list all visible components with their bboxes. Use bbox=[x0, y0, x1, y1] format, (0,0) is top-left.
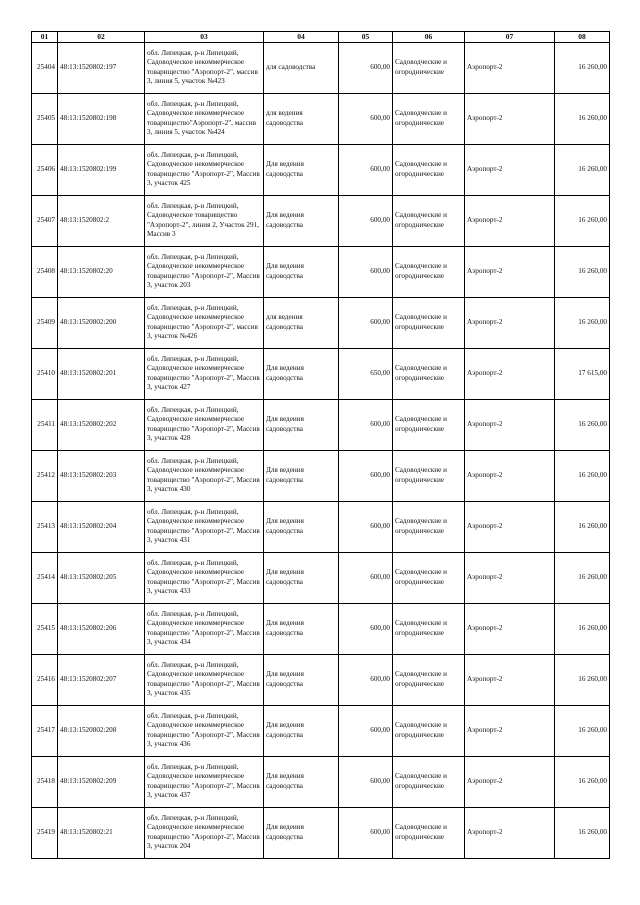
cell-address-text: обл. Липецкая, р-н Липецкий, Садоводческое некоммерческое товарищество"Аэропорт-2", массив 3, линия 5, участок №424 bbox=[147, 99, 257, 136]
cell-id-text: 25416 bbox=[37, 674, 55, 683]
cell-cadastral-number bbox=[58, 348, 145, 399]
cell-cadastral-number-text: 48:13:1520802:203 bbox=[60, 470, 117, 479]
cell-permitted-use bbox=[264, 501, 339, 552]
cell-address bbox=[145, 399, 264, 450]
cell-category-text: Садоводческие и огороднические bbox=[395, 160, 447, 178]
cell-permitted-use-text: для ведения садоводства bbox=[266, 313, 303, 331]
cell-id-text: 25413 bbox=[37, 521, 55, 530]
cell-cadastral-value bbox=[555, 348, 610, 399]
cell-category bbox=[393, 42, 465, 93]
cell-permitted-use-text: Для ведения садоводства bbox=[266, 568, 304, 586]
cell-address bbox=[145, 807, 264, 858]
cell-cadastral-number bbox=[58, 42, 145, 93]
cell-permitted-use bbox=[264, 654, 339, 705]
cell-cadastral-number-text: 48:13:1520802:2 bbox=[60, 215, 110, 224]
cell-address-text: обл. Липецкая, р-н Липецкий, Садоводческое некоммерческое товарищество "Аэропорт-2", Массив 3, участок 427 bbox=[147, 354, 260, 391]
cell-permitted-use bbox=[264, 807, 339, 858]
cell-id-text: 25417 bbox=[37, 725, 55, 734]
table-row bbox=[32, 42, 610, 93]
cell-cadastral-value-text: 16 260,00 bbox=[578, 725, 607, 734]
cell-category bbox=[393, 450, 465, 501]
cell-permitted-use-text: Для ведения садоводства bbox=[266, 721, 304, 739]
cell-id bbox=[32, 348, 58, 399]
cell-category-text: Садоводческие и огороднические bbox=[395, 466, 447, 484]
cell-area-text: 600,00 bbox=[370, 776, 390, 785]
cell-cadastral-number bbox=[58, 399, 145, 450]
table-row bbox=[32, 93, 610, 144]
cell-category-text: Садоводческие и огороднические bbox=[395, 670, 447, 688]
table-row bbox=[32, 756, 610, 807]
cell-group-name bbox=[465, 297, 555, 348]
table-row bbox=[32, 552, 610, 603]
table-row bbox=[32, 705, 610, 756]
cell-cadastral-value-text: 16 260,00 bbox=[578, 623, 607, 632]
cell-area-text: 600,00 bbox=[370, 113, 390, 122]
cell-cadastral-number bbox=[58, 552, 145, 603]
cell-permitted-use-text: Для ведения садоводства bbox=[266, 262, 304, 280]
cell-address-text: обл. Липецкая, р-н Липецкий, Садоводческое некоммерческое товарищество "Аэропорт-2", Массив 3, участок 436 bbox=[147, 711, 260, 748]
cell-id-text: 25412 bbox=[37, 470, 55, 479]
cell-group-name-text: Аэропорт-2 bbox=[467, 266, 503, 275]
cell-address-text: обл. Липецкая, р-н Липецкий, Садоводческое некоммерческое товарищество "Аэропорт-2", Массив 3, участок 434 bbox=[147, 609, 260, 646]
cell-id bbox=[32, 399, 58, 450]
cell-cadastral-number bbox=[58, 297, 145, 348]
cell-address bbox=[145, 603, 264, 654]
land-parcels-table bbox=[31, 31, 610, 859]
cell-group-name bbox=[465, 348, 555, 399]
cell-area-text: 600,00 bbox=[370, 62, 390, 71]
cell-cadastral-value-text: 16 260,00 bbox=[578, 317, 607, 326]
cell-id bbox=[32, 93, 58, 144]
cell-category-text: Садоводческие и огороднические bbox=[395, 415, 447, 433]
cell-group-name-text: Аэропорт-2 bbox=[467, 623, 503, 632]
cell-address bbox=[145, 552, 264, 603]
cell-cadastral-value bbox=[555, 552, 610, 603]
cell-cadastral-number-text: 48:13:1520802:201 bbox=[60, 368, 117, 377]
cell-area bbox=[339, 552, 393, 603]
cell-cadastral-value bbox=[555, 705, 610, 756]
cell-address-text: обл. Липецкая, р-н Липецкий, Садоводческое некоммерческое товарищество "Аэропорт-2", Массив 3, участок 204 bbox=[147, 813, 260, 850]
cell-cadastral-value-text: 16 260,00 bbox=[578, 827, 607, 836]
cell-area-text: 600,00 bbox=[370, 674, 390, 683]
cell-address bbox=[145, 705, 264, 756]
cell-permitted-use bbox=[264, 144, 339, 195]
cell-cadastral-number bbox=[58, 501, 145, 552]
cell-category-text: Садоводческие и огороднические bbox=[395, 721, 447, 739]
cell-permitted-use-text: Для ведения садоводства bbox=[266, 670, 304, 688]
cell-address-text: обл. Липецкая, р-н Липецкий, Садоводческое некоммерческое товарищество "Аэропорт-2", массив 3, линия 5, участок №423 bbox=[147, 48, 258, 85]
cell-address-text: обл. Липецкая, р-н Липецкий, Садоводческое некоммерческое товарищество "Аэропорт-2", Массив 3, участок 428 bbox=[147, 405, 260, 442]
cell-area-text: 600,00 bbox=[370, 164, 390, 173]
cell-group-name-text: Аэропорт-2 bbox=[467, 215, 503, 224]
cell-permitted-use-text: Для ведения садоводства bbox=[266, 466, 304, 484]
cell-area bbox=[339, 297, 393, 348]
table-row bbox=[32, 807, 610, 858]
cell-id bbox=[32, 807, 58, 858]
cell-category-text: Садоводческие и огороднические bbox=[395, 823, 447, 841]
cell-category bbox=[393, 654, 465, 705]
cell-category-text: Садоводческие и огороднические bbox=[395, 772, 447, 790]
table-row bbox=[32, 297, 610, 348]
cell-permitted-use bbox=[264, 93, 339, 144]
cell-id-text: 25407 bbox=[37, 215, 55, 224]
cell-address bbox=[145, 450, 264, 501]
cell-area bbox=[339, 654, 393, 705]
cell-permitted-use-text: Для ведения садоводства bbox=[266, 364, 304, 382]
cell-group-name bbox=[465, 195, 555, 246]
cell-category bbox=[393, 501, 465, 552]
cell-permitted-use-text: Для ведения садоводства bbox=[266, 619, 304, 637]
cell-id bbox=[32, 144, 58, 195]
cell-cadastral-value bbox=[555, 501, 610, 552]
cell-permitted-use bbox=[264, 195, 339, 246]
cell-group-name-text: Аэропорт-2 bbox=[467, 470, 503, 479]
table-row bbox=[32, 603, 610, 654]
cell-address-text: обл. Липецкая, р-н Липецкий, Садоводческое некоммерческое товарищество "Аэропорт-2", Массив 3, участок 425 bbox=[147, 150, 260, 187]
cell-cadastral-value bbox=[555, 603, 610, 654]
cell-category bbox=[393, 144, 465, 195]
header-cell-06: 06 bbox=[393, 32, 465, 43]
cell-id-text: 25411 bbox=[37, 419, 55, 428]
cell-cadastral-number-text: 48:13:1520802:21 bbox=[60, 827, 113, 836]
cell-address-text: обл. Липецкая, р-н Липецкий, Садоводческое некоммерческое товарищество "Аэропорт-2", Массив 3, участок 437 bbox=[147, 762, 260, 799]
cell-permitted-use bbox=[264, 399, 339, 450]
cell-permitted-use-text: Для ведения садоводства bbox=[266, 823, 304, 841]
cell-cadastral-value-text: 16 260,00 bbox=[578, 572, 607, 581]
cell-permitted-use-text: для ведения садоводства bbox=[266, 109, 303, 127]
table-row bbox=[32, 144, 610, 195]
cell-cadastral-number bbox=[58, 807, 145, 858]
cell-category-text: Садоводческие и огороднические bbox=[395, 313, 447, 331]
cell-cadastral-value bbox=[555, 756, 610, 807]
cell-area bbox=[339, 501, 393, 552]
cell-group-name bbox=[465, 501, 555, 552]
table-row bbox=[32, 654, 610, 705]
cell-area-text: 600,00 bbox=[370, 266, 390, 275]
cell-category-text: Садоводческие и огороднические bbox=[395, 109, 447, 127]
cell-cadastral-number-text: 48:13:1520802:209 bbox=[60, 776, 117, 785]
table-row bbox=[32, 399, 610, 450]
cell-cadastral-number bbox=[58, 450, 145, 501]
table-body bbox=[32, 42, 610, 858]
cell-id bbox=[32, 195, 58, 246]
cell-address bbox=[145, 501, 264, 552]
cell-group-name bbox=[465, 552, 555, 603]
cell-id bbox=[32, 246, 58, 297]
cell-permitted-use-text: Для ведения садоводства bbox=[266, 772, 304, 790]
cell-cadastral-value-text: 16 260,00 bbox=[578, 62, 607, 71]
cell-group-name-text: Аэропорт-2 bbox=[467, 776, 503, 785]
cell-category bbox=[393, 552, 465, 603]
cell-area-text: 600,00 bbox=[370, 827, 390, 836]
cell-category bbox=[393, 756, 465, 807]
cell-id-text: 25418 bbox=[37, 776, 55, 785]
cell-group-name-text: Аэропорт-2 bbox=[467, 164, 503, 173]
cell-address-text: обл. Липецкая, р-н Липецкий, Садоводческое некоммерческое товарищество "Аэропорт-2", Массив 3, участок 203 bbox=[147, 252, 260, 289]
cell-cadastral-number-text: 48:13:1520802:202 bbox=[60, 419, 117, 428]
cell-permitted-use-text: Для ведения садоводства bbox=[266, 517, 304, 535]
cell-cadastral-number-text: 48:13:1520802:198 bbox=[60, 113, 117, 122]
cell-cadastral-value-text: 16 260,00 bbox=[578, 164, 607, 173]
cell-cadastral-number bbox=[58, 603, 145, 654]
cell-cadastral-number bbox=[58, 93, 145, 144]
cell-area bbox=[339, 348, 393, 399]
cell-area bbox=[339, 450, 393, 501]
cell-category bbox=[393, 297, 465, 348]
cell-permitted-use-text: для садоводства bbox=[266, 62, 316, 71]
table-row bbox=[32, 501, 610, 552]
cell-permitted-use bbox=[264, 603, 339, 654]
cell-id bbox=[32, 756, 58, 807]
cell-cadastral-value-text: 16 260,00 bbox=[578, 215, 607, 224]
cell-id bbox=[32, 450, 58, 501]
cell-address bbox=[145, 195, 264, 246]
cell-permitted-use bbox=[264, 756, 339, 807]
cell-cadastral-number-text: 48:13:1520802:199 bbox=[60, 164, 117, 173]
header-cell-04: 04 bbox=[264, 32, 339, 43]
cell-cadastral-value-text: 16 260,00 bbox=[578, 419, 607, 428]
cell-area-text: 600,00 bbox=[370, 521, 390, 530]
cell-id-text: 25406 bbox=[37, 164, 55, 173]
header-cell-02: 02 bbox=[58, 32, 145, 43]
cell-permitted-use-text: Для ведения садоводства bbox=[266, 415, 304, 433]
cell-cadastral-value-text: 16 260,00 bbox=[578, 470, 607, 479]
cell-cadastral-number bbox=[58, 705, 145, 756]
cell-group-name-text: Аэропорт-2 bbox=[467, 368, 503, 377]
table-row bbox=[32, 348, 610, 399]
cell-category-text: Садоводческие и огороднические bbox=[395, 568, 447, 586]
cell-category-text: Садоводческие и огороднические bbox=[395, 619, 447, 637]
cell-area-text: 600,00 bbox=[370, 215, 390, 224]
cell-group-name bbox=[465, 93, 555, 144]
cell-area bbox=[339, 705, 393, 756]
cell-cadastral-number-text: 48:13:1520802:207 bbox=[60, 674, 117, 683]
cell-area bbox=[339, 93, 393, 144]
cell-cadastral-value-text: 16 260,00 bbox=[578, 266, 607, 275]
cell-address bbox=[145, 246, 264, 297]
cell-category-text: Садоводческие и огороднические bbox=[395, 58, 447, 76]
cell-category bbox=[393, 807, 465, 858]
cell-area-text: 600,00 bbox=[370, 419, 390, 428]
cell-group-name-text: Аэропорт-2 bbox=[467, 827, 503, 836]
cell-area-text: 600,00 bbox=[370, 572, 390, 581]
cell-cadastral-value bbox=[555, 297, 610, 348]
cell-area-text: 600,00 bbox=[370, 470, 390, 479]
cell-group-name bbox=[465, 654, 555, 705]
cell-cadastral-number bbox=[58, 756, 145, 807]
header-row bbox=[32, 32, 610, 43]
cell-cadastral-value-text: 16 260,00 bbox=[578, 521, 607, 530]
header-cell-05: 05 bbox=[339, 32, 393, 43]
cell-permitted-use bbox=[264, 450, 339, 501]
cell-area bbox=[339, 42, 393, 93]
cell-address bbox=[145, 654, 264, 705]
cell-category-text: Садоводческие и огороднические bbox=[395, 517, 447, 535]
cell-group-name bbox=[465, 144, 555, 195]
cell-permitted-use bbox=[264, 246, 339, 297]
cell-id bbox=[32, 501, 58, 552]
cell-id bbox=[32, 705, 58, 756]
cell-address-text: обл. Липецкая, р-н Липецкий, Садоводческое некоммерческое товарищество "Аэропорт-2", Массив 3, участок 435 bbox=[147, 660, 260, 697]
cell-permitted-use bbox=[264, 297, 339, 348]
cell-area-text: 600,00 bbox=[370, 623, 390, 632]
cell-permitted-use bbox=[264, 42, 339, 93]
cell-permitted-use-text: Для ведения садоводства bbox=[266, 160, 304, 178]
cell-cadastral-number bbox=[58, 246, 145, 297]
cell-id bbox=[32, 42, 58, 93]
table-row bbox=[32, 450, 610, 501]
cell-group-name-text: Аэропорт-2 bbox=[467, 419, 503, 428]
cell-cadastral-value bbox=[555, 42, 610, 93]
cell-id bbox=[32, 552, 58, 603]
cell-address-text: обл. Липецкая, р-н Липецкий, Садоводческое некоммерческое товарищество "Аэропорт-2", массив 3, участок №426 bbox=[147, 303, 258, 340]
cell-address bbox=[145, 756, 264, 807]
cell-cadastral-number-text: 48:13:1520802:204 bbox=[60, 521, 117, 530]
cell-id-text: 25408 bbox=[37, 266, 55, 275]
cell-group-name-text: Аэропорт-2 bbox=[467, 317, 503, 326]
cell-address-text: обл. Липецкая, р-н Липецкий, Садоводческое некоммерческое товарищество "Аэропорт-2", Массив 3, участок 430 bbox=[147, 456, 260, 493]
cell-address-text: обл. Липецкая, р-н Липецкий, Садоводческое товарищество "Аэропорт-2", линия 2, Участок 291, Массив 3 bbox=[147, 201, 259, 238]
cell-id-text: 25414 bbox=[37, 572, 55, 581]
cell-cadastral-number-text: 48:13:1520802:200 bbox=[60, 317, 117, 326]
cell-cadastral-number-text: 48:13:1520802:206 bbox=[60, 623, 117, 632]
cell-group-name-text: Аэропорт-2 bbox=[467, 62, 503, 71]
header-cell-01: 01 bbox=[32, 32, 58, 43]
cell-cadastral-value bbox=[555, 399, 610, 450]
cell-group-name bbox=[465, 603, 555, 654]
cell-id bbox=[32, 603, 58, 654]
cell-permitted-use-text: Для ведения садоводства bbox=[266, 211, 304, 229]
cell-cadastral-number bbox=[58, 144, 145, 195]
cell-cadastral-value-text: 16 260,00 bbox=[578, 674, 607, 683]
header-cell-08: 08 bbox=[555, 32, 610, 43]
cell-cadastral-value-text: 16 260,00 bbox=[578, 113, 607, 122]
cell-address-text: обл. Липецкая, р-н Липецкий, Садоводческое некоммерческое товарищество "Аэропорт-2", Массив 3, участок 431 bbox=[147, 507, 260, 544]
cell-address-text: обл. Липецкая, р-н Липецкий, Садоводческое некоммерческое товарищество "Аэропорт-2", Массив 3, участок 433 bbox=[147, 558, 260, 595]
cell-cadastral-number-text: 48:13:1520802:197 bbox=[60, 62, 117, 71]
cell-cadastral-number bbox=[58, 654, 145, 705]
cell-cadastral-value bbox=[555, 450, 610, 501]
cell-cadastral-value bbox=[555, 807, 610, 858]
cell-category bbox=[393, 399, 465, 450]
cell-category bbox=[393, 705, 465, 756]
cell-group-name-text: Аэропорт-2 bbox=[467, 674, 503, 683]
cell-area bbox=[339, 756, 393, 807]
cell-cadastral-value bbox=[555, 246, 610, 297]
cell-cadastral-value bbox=[555, 195, 610, 246]
cell-category-text: Садоводческие и огороднические bbox=[395, 262, 447, 280]
cell-address bbox=[145, 42, 264, 93]
cell-area bbox=[339, 246, 393, 297]
cell-group-name bbox=[465, 705, 555, 756]
cell-area bbox=[339, 195, 393, 246]
cell-id-text: 25405 bbox=[37, 113, 55, 122]
cell-category bbox=[393, 93, 465, 144]
cell-cadastral-value bbox=[555, 93, 610, 144]
cell-permitted-use bbox=[264, 552, 339, 603]
cell-category bbox=[393, 246, 465, 297]
cell-address bbox=[145, 348, 264, 399]
cell-area bbox=[339, 807, 393, 858]
cell-id bbox=[32, 297, 58, 348]
cell-category bbox=[393, 348, 465, 399]
table-row bbox=[32, 246, 610, 297]
cell-cadastral-number bbox=[58, 195, 145, 246]
cell-group-name-text: Аэропорт-2 bbox=[467, 113, 503, 122]
cell-cadastral-value bbox=[555, 144, 610, 195]
cell-group-name bbox=[465, 756, 555, 807]
cell-id-text: 25409 bbox=[37, 317, 55, 326]
cell-category-text: Садоводческие и огороднические bbox=[395, 211, 447, 229]
cell-address bbox=[145, 93, 264, 144]
cell-cadastral-number-text: 48:13:1520802:205 bbox=[60, 572, 117, 581]
table-row bbox=[32, 195, 610, 246]
header-cell-07: 07 bbox=[465, 32, 555, 43]
cell-group-name bbox=[465, 807, 555, 858]
cell-group-name bbox=[465, 399, 555, 450]
cell-group-name-text: Аэропорт-2 bbox=[467, 725, 503, 734]
cell-area bbox=[339, 603, 393, 654]
cell-group-name bbox=[465, 246, 555, 297]
cell-category bbox=[393, 195, 465, 246]
cell-cadastral-number-text: 48:13:1520802:208 bbox=[60, 725, 117, 734]
cell-cadastral-value-text: 17 615,00 bbox=[578, 368, 607, 377]
cell-permitted-use bbox=[264, 705, 339, 756]
cell-area-text: 600,00 bbox=[370, 317, 390, 326]
header-cell-03: 03 bbox=[145, 32, 264, 43]
cell-area bbox=[339, 144, 393, 195]
cell-address bbox=[145, 297, 264, 348]
table-header bbox=[32, 32, 610, 43]
cell-category-text: Садоводческие и огороднические bbox=[395, 364, 447, 382]
cell-area bbox=[339, 399, 393, 450]
cell-id-text: 25404 bbox=[37, 62, 55, 71]
cell-group-name bbox=[465, 42, 555, 93]
cell-address bbox=[145, 144, 264, 195]
cell-group-name-text: Аэропорт-2 bbox=[467, 521, 503, 530]
cell-id bbox=[32, 654, 58, 705]
cell-category bbox=[393, 603, 465, 654]
cell-group-name-text: Аэропорт-2 bbox=[467, 572, 503, 581]
cell-group-name bbox=[465, 450, 555, 501]
cell-cadastral-value-text: 16 260,00 bbox=[578, 776, 607, 785]
cell-permitted-use bbox=[264, 348, 339, 399]
cell-id-text: 25419 bbox=[37, 827, 55, 836]
cell-cadastral-number-text: 48:13:1520802:20 bbox=[60, 266, 113, 275]
cell-id-text: 25410 bbox=[37, 368, 55, 377]
cell-id-text: 25415 bbox=[37, 623, 55, 632]
cell-area-text: 650,00 bbox=[370, 368, 390, 377]
cell-area-text: 600,00 bbox=[370, 725, 390, 734]
cell-cadastral-value bbox=[555, 654, 610, 705]
